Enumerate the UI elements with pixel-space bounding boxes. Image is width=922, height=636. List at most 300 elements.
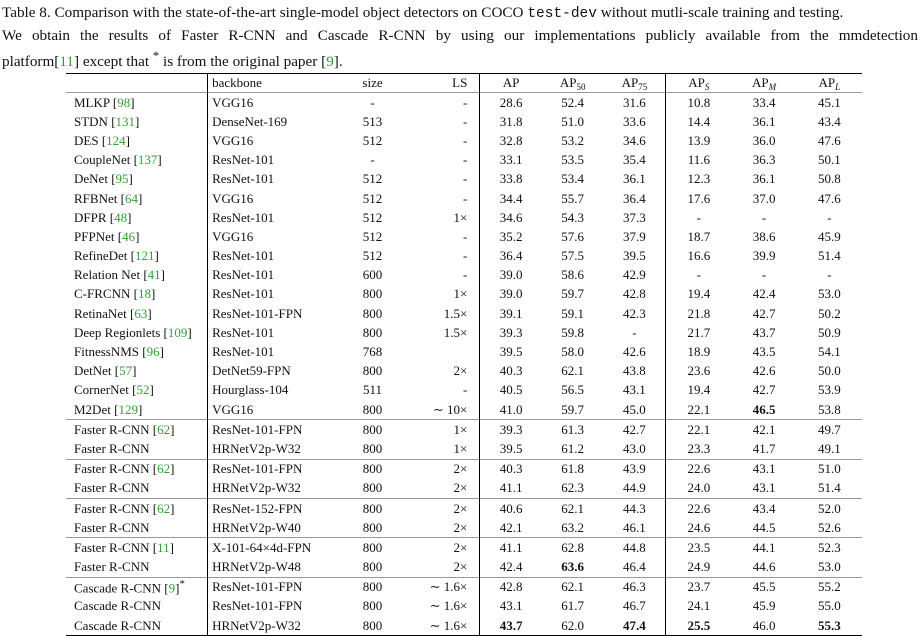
metric-cell: 22.6 <box>666 498 732 518</box>
method-name: DES <box>74 132 99 148</box>
metric-cell: 12.3 <box>687 171 711 187</box>
method-name: C-FRCNN <box>74 286 131 302</box>
metric-cell: 42.4 <box>752 286 776 302</box>
table-row <box>66 93 862 113</box>
metric-cell: 19.4 <box>687 286 711 302</box>
method-name: DeNet <box>74 171 108 187</box>
size-cell: 512 <box>362 171 383 187</box>
method-cell: DetNet [57] <box>66 362 208 381</box>
citation-link[interactable]: 18 <box>137 286 151 302</box>
citation-link[interactable]: 95 <box>115 171 129 187</box>
metric-cell: 22.1 <box>666 420 732 440</box>
metric-cell: 35.4 <box>604 151 666 170</box>
metric-cell: 42.1 <box>731 420 796 440</box>
citation-link[interactable]: 9 <box>168 580 176 596</box>
method-cell <box>66 518 208 538</box>
backbone-cell: VGG16 <box>212 228 254 244</box>
metric-cell: 62.1 <box>542 498 604 518</box>
ls-cell: 2× <box>403 479 480 499</box>
ls-cell: - <box>403 131 480 150</box>
ls-cell: - <box>403 93 480 113</box>
metric-cell: 52.6 <box>817 519 841 535</box>
metric-cell: 33.1 <box>499 152 523 168</box>
metric-cell: 55.2 <box>797 577 862 597</box>
ls-cell: 2× <box>403 362 480 381</box>
method-cell: RFBNet [64] <box>66 189 208 208</box>
table-row <box>66 459 862 479</box>
backbone-cell: ResNet-101 <box>212 248 275 264</box>
size-cell: 600 <box>362 267 383 283</box>
size-cell: 768 <box>362 344 383 360</box>
backbone-cell: ResNet-101 <box>212 267 275 283</box>
size-cell: 800 <box>342 577 403 597</box>
ls-cell: 2× <box>403 459 480 479</box>
header-sub: S <box>704 81 710 92</box>
backbone-cell: ResNet-101-FPN <box>208 577 342 597</box>
metric-cell: 39.9 <box>752 248 776 264</box>
metric-cell: 62.8 <box>542 538 604 558</box>
metric-cell: 45.1 <box>797 93 862 113</box>
metric-cell: 43.4 <box>817 113 841 129</box>
header-ap-text: AP <box>502 75 520 90</box>
method-name: Faster R-CNN <box>74 519 150 535</box>
table-row <box>66 577 862 597</box>
metric-cell: 37.0 <box>752 190 776 206</box>
metric-cell: 44.6 <box>752 559 776 575</box>
metric-cell: 46.7 <box>604 597 666 616</box>
citation-link[interactable]: 109 <box>167 324 188 340</box>
metric-cell: 47.6 <box>817 190 841 206</box>
header-aps <box>666 74 732 93</box>
backbone-cell: ResNet-101-FPN <box>212 305 303 321</box>
table-row <box>66 285 862 304</box>
citation-link[interactable]: 9 <box>326 53 334 71</box>
header-sub: 75 <box>638 81 648 92</box>
citation-link[interactable]: 98 <box>117 94 131 110</box>
size-cell: 800 <box>362 480 383 496</box>
header-method <box>66 74 208 93</box>
size-cell: 800 <box>362 363 383 379</box>
citation-link[interactable]: 124 <box>106 132 126 148</box>
size-cell: - <box>370 152 375 168</box>
size-cell: 800 <box>342 616 403 636</box>
metric-cell: 24.9 <box>687 559 711 575</box>
metric-cell: 63.6 <box>561 559 585 575</box>
metric-cell: 42.8 <box>480 577 542 597</box>
caption-line-1 <box>2 2 918 25</box>
backbone-cell: DetNet59-FPN <box>212 363 291 379</box>
ls-cell: ∼ 10× <box>403 400 480 420</box>
metric-cell: 39.3 <box>499 324 523 340</box>
size-cell: 800 <box>342 420 403 440</box>
metric-cell: 28.6 <box>480 93 542 113</box>
citation-link[interactable]: 57 <box>119 363 133 379</box>
table-row <box>66 112 862 131</box>
citation-link[interactable]: 62 <box>157 500 171 516</box>
metric-cell: 43.9 <box>604 459 666 479</box>
method-cell: DFPR [48] <box>66 208 208 227</box>
metric-cell: 57.6 <box>561 228 585 244</box>
size-cell: 800 <box>342 498 403 518</box>
metric-cell: 51.0 <box>797 459 862 479</box>
metric-cell: 43.7 <box>480 616 542 636</box>
method-cell <box>66 597 208 616</box>
metric-cell: 51.4 <box>817 248 841 264</box>
metric-cell: 46.3 <box>604 577 666 597</box>
method-name: Faster R-CNN <box>74 559 150 575</box>
metric-cell: 56.5 <box>561 382 585 398</box>
method-name: Cascade R-CNN <box>74 617 162 633</box>
ls-cell: - <box>403 381 480 400</box>
method-name: Cascade R-CNN <box>74 598 162 614</box>
backbone-cell: ResNet-101 <box>212 209 275 225</box>
method-cell <box>66 558 208 578</box>
metric-cell: 59.7 <box>561 401 585 417</box>
table-row <box>66 131 862 150</box>
header-sub: 50 <box>576 81 586 92</box>
metric-cell: 43.8 <box>604 362 666 381</box>
citation-link[interactable]: 11 <box>157 539 170 555</box>
citation-link[interactable]: 137 <box>137 152 158 168</box>
metric-cell: 57.5 <box>561 248 585 264</box>
method-cell: Faster R-CNN [62] <box>66 459 208 479</box>
citation-link[interactable]: 62 <box>157 421 171 437</box>
metric-cell: 42.8 <box>604 285 666 304</box>
metric-cell: 53.9 <box>817 382 841 398</box>
ls-cell: - <box>403 112 480 131</box>
table-row <box>66 420 862 440</box>
table-row <box>66 479 862 499</box>
backbone-cell: VGG16 <box>212 401 254 417</box>
metric-cell: 11.6 <box>687 152 710 168</box>
citation-link[interactable]: 52 <box>136 382 150 398</box>
caption-text: platform[ <box>2 53 60 71</box>
metric-cell: 45.9 <box>817 228 841 244</box>
backbone-cell: VGG16 <box>212 132 254 148</box>
metric-cell: 51.0 <box>561 113 585 129</box>
ls-cell: 1× <box>403 439 480 459</box>
metric-cell: 16.6 <box>687 248 711 264</box>
metric-cell: 34.6 <box>604 131 666 150</box>
metric-cell: 53.0 <box>817 559 841 575</box>
metric-cell: - <box>827 209 832 225</box>
metric-cell: 45.5 <box>731 577 796 597</box>
metric-cell: 63.2 <box>561 519 585 535</box>
metric-cell: 49.1 <box>817 440 841 456</box>
table-row <box>66 538 862 558</box>
citation-link[interactable]: 96 <box>146 344 160 360</box>
citation-link[interactable]: 131 <box>115 113 136 129</box>
backbone-cell: HRNetV2p-W40 <box>212 519 301 535</box>
metric-cell: 22.1 <box>687 401 711 417</box>
header-backbone: backbone <box>212 75 262 90</box>
metric-cell: 61.3 <box>542 420 604 440</box>
method-cell: Faster R-CNN [62] <box>66 498 208 518</box>
metric-cell: 18.9 <box>687 344 711 360</box>
citation-link[interactable]: 48 <box>114 209 128 225</box>
metric-cell: 44.5 <box>752 519 776 535</box>
citation-link[interactable]: 62 <box>157 461 171 477</box>
metric-cell: 44.9 <box>604 479 666 499</box>
metric-cell: 41.0 <box>499 401 523 417</box>
table-row <box>66 597 862 616</box>
backbone-cell: ResNet-101 <box>212 344 275 360</box>
backbone-cell: ResNet-152-FPN <box>208 498 342 518</box>
metric-cell: 50.1 <box>817 152 841 168</box>
metric-cell: 39.5 <box>499 440 523 456</box>
header-ap-text: AP <box>559 74 577 90</box>
method-cell: Faster R-CNN [62] <box>66 420 208 440</box>
metric-cell: 52.0 <box>797 498 862 518</box>
citation-link[interactable]: 129 <box>118 401 138 417</box>
metric-cell: 43.5 <box>752 344 776 360</box>
size-cell: 800 <box>342 459 403 479</box>
method-cell <box>66 479 208 499</box>
metric-cell: 39.1 <box>499 305 523 321</box>
metric-cell: 42.1 <box>499 519 523 535</box>
table-row <box>66 498 862 518</box>
size-cell: 800 <box>362 598 383 614</box>
metric-cell: 34.4 <box>499 190 523 206</box>
method-name: M2Det <box>74 401 111 417</box>
metric-cell: 23.6 <box>687 363 711 379</box>
header-ap-text: AP <box>688 74 705 90</box>
metric-cell: 46.5 <box>752 401 776 417</box>
metric-cell: 53.8 <box>817 401 841 417</box>
metric-cell: 61.7 <box>561 598 585 614</box>
metric-cell: 40.3 <box>499 363 523 379</box>
method-cell: FitnessNMS [96] <box>66 342 208 361</box>
table-caption <box>2 2 918 72</box>
metric-cell: 59.8 <box>561 324 585 340</box>
metric-cell: 24.6 <box>687 519 711 535</box>
metric-cell: 42.4 <box>499 559 523 575</box>
ls-cell: 1× <box>403 420 480 440</box>
method-name: RefineDet <box>74 248 128 264</box>
metric-cell: 24.0 <box>687 480 711 496</box>
metric-cell: 43.4 <box>731 498 796 518</box>
ls-cell: - <box>403 266 480 285</box>
header-ap75 <box>604 74 666 93</box>
metric-cell: 45.0 <box>604 400 666 420</box>
metric-cell: 59.1 <box>561 305 585 321</box>
table-row <box>66 304 862 323</box>
backbone-cell: ResNet-101-FPN <box>212 598 303 614</box>
metric-cell: 43.1 <box>499 598 523 614</box>
citation-link[interactable]: 63 <box>134 305 148 321</box>
size-cell: 800 <box>362 324 383 340</box>
method-name: RFBNet <box>74 190 118 206</box>
metric-cell: 50.9 <box>817 324 841 340</box>
citation-link[interactable]: 41 <box>147 267 161 283</box>
metric-cell: 42.3 <box>604 304 666 323</box>
metric-cell: 36.1 <box>604 170 666 189</box>
size-cell: 800 <box>362 519 383 535</box>
method-name: Cascade R-CNN <box>74 580 162 596</box>
metric-cell: 44.3 <box>604 498 666 518</box>
metric-cell: 33.6 <box>604 112 666 131</box>
method-cell: Cascade R-CNN [9]* <box>66 577 208 597</box>
method-name: MLKP <box>74 94 110 110</box>
backbone-cell: HRNetV2p-W48 <box>212 559 301 575</box>
metric-cell: 23.7 <box>666 577 732 597</box>
table-row <box>66 323 862 342</box>
metric-cell: 17.6 <box>687 190 711 206</box>
table-row <box>66 266 862 285</box>
metric-cell: - <box>827 267 832 283</box>
method-name: Faster R-CNN <box>74 539 150 555</box>
metric-cell: 10.8 <box>666 93 732 113</box>
citation-link[interactable]: 121 <box>135 248 155 264</box>
metric-cell: 52.4 <box>542 93 604 113</box>
ls-cell: 1.5× <box>403 304 480 323</box>
method-name: Deep Regionlets <box>74 324 161 340</box>
metric-cell: 53.0 <box>817 286 841 302</box>
metric-cell: 42.6 <box>604 342 666 361</box>
size-cell: 800 <box>362 559 383 575</box>
size-cell: 800 <box>362 401 383 417</box>
backbone-cell: ResNet-101-FPN <box>208 420 342 440</box>
results-table <box>66 73 862 636</box>
metric-cell: 53.4 <box>561 171 585 187</box>
metric-cell: 36.4 <box>604 189 666 208</box>
backbone-cell: DenseNet-169 <box>212 113 288 129</box>
method-cell: MLKP [98] <box>66 93 208 113</box>
metric-cell: 32.8 <box>499 132 523 148</box>
citation-link[interactable]: 46 <box>122 228 136 244</box>
metric-cell: 44.1 <box>731 538 796 558</box>
metric-cell: 49.7 <box>797 420 862 440</box>
size-cell: 512 <box>362 248 383 264</box>
method-cell: RefineDet [121] <box>66 247 208 266</box>
metric-cell: 55.7 <box>561 190 585 206</box>
ls-cell: 2× <box>403 558 480 578</box>
metric-cell: 47.6 <box>817 132 841 148</box>
method-cell: STDN [131] <box>66 112 208 131</box>
backbone-cell: ResNet-101 <box>212 286 275 302</box>
backbone-cell: VGG16 <box>212 190 254 206</box>
header-apl <box>797 74 862 93</box>
method-name: FitnessNMS <box>74 344 140 360</box>
method-name: DetNet <box>74 363 112 379</box>
size-cell: 512 <box>362 132 383 148</box>
method-cell: DES [124] <box>66 131 208 150</box>
method-cell: CornerNet [52] <box>66 381 208 400</box>
size-cell: 800 <box>342 538 403 558</box>
size-cell: 511 <box>363 382 383 398</box>
table-row <box>66 227 862 246</box>
caption-line-2: We obtain the results of Faster R-CNN and Cascade R-CNN by using our implementations publicly available from the mmdetection <box>2 27 918 44</box>
metric-cell: 14.4 <box>687 113 711 129</box>
metric-cell: 39.0 <box>499 267 523 283</box>
metric-cell: 55.3 <box>797 616 862 636</box>
caption-text: ] except that <box>73 53 153 71</box>
citation-link[interactable]: 11 <box>59 53 74 71</box>
metric-cell: 54.3 <box>561 209 585 225</box>
metric-cell: 25.5 <box>666 616 732 636</box>
method-name: STDN <box>74 113 108 129</box>
method-name: CoupleNet <box>74 152 131 168</box>
metric-cell: 43.1 <box>731 459 796 479</box>
size-cell: 800 <box>362 305 383 321</box>
metric-cell: 62.1 <box>561 363 585 379</box>
metric-cell: 31.6 <box>604 93 666 113</box>
metric-cell: 43.0 <box>604 439 666 459</box>
citation-link[interactable]: 64 <box>124 190 138 206</box>
metric-cell: 58.0 <box>561 344 585 360</box>
table-body <box>66 93 862 636</box>
metric-cell: - <box>696 267 701 283</box>
ls-cell: 1× <box>403 208 480 227</box>
method-cell: PFPNet [46] <box>66 227 208 246</box>
metric-cell: 51.4 <box>817 480 841 496</box>
metric-cell: 53.5 <box>561 152 585 168</box>
metric-cell: 18.7 <box>687 228 711 244</box>
method-name: Faster R-CNN <box>74 480 150 496</box>
header-ap <box>480 74 542 93</box>
ls-cell <box>403 342 480 361</box>
metric-cell: - <box>604 323 666 342</box>
ls-cell: ∼ 1.6× <box>403 597 480 616</box>
metric-cell: 41.7 <box>752 440 776 456</box>
ls-cell: ∼ 1.6× <box>403 616 480 636</box>
metric-cell: 53.2 <box>561 132 585 148</box>
metric-cell: 22.6 <box>666 459 732 479</box>
metric-cell: 36.0 <box>752 132 776 148</box>
ls-cell: - <box>403 227 480 246</box>
metric-cell: 43.1 <box>752 480 776 496</box>
caption-text: Table 8. Comparison with the state-of-the-art single-model object detectors on COCO <box>2 4 528 21</box>
caption-text: is from the original paper [ <box>159 53 327 71</box>
footnote-star: * <box>179 578 185 591</box>
backbone-cell: ResNet-101 <box>212 152 275 168</box>
metric-cell: 34.6 <box>499 209 523 225</box>
ls-cell: - <box>403 247 480 266</box>
metric-cell: 62.1 <box>542 577 604 597</box>
header-sub: M <box>768 81 777 92</box>
ls-cell: - <box>403 170 480 189</box>
metric-cell: 50.8 <box>817 171 841 187</box>
table-row <box>66 558 862 578</box>
metric-cell: 46.0 <box>731 616 796 636</box>
ls-cell: 2× <box>403 538 480 558</box>
table-header-row <box>66 74 862 93</box>
header-ap50 <box>542 74 604 93</box>
size-cell: 800 <box>362 440 383 456</box>
table-row <box>66 400 862 420</box>
method-name: Relation Net <box>74 267 141 283</box>
metric-cell: 54.1 <box>817 344 841 360</box>
header-sub: L <box>835 81 841 92</box>
method-name: RetinaNet <box>74 305 127 321</box>
metric-cell: 39.3 <box>480 420 542 440</box>
metric-cell: 31.8 <box>499 113 523 129</box>
caption-text: ]. <box>333 53 343 71</box>
header-apm <box>731 74 796 93</box>
backbone-cell: ResNet-101 <box>212 324 275 340</box>
metric-cell: 50.0 <box>817 363 841 379</box>
metric-cell: - <box>696 209 701 225</box>
metric-cell: 61.2 <box>561 440 585 456</box>
metric-cell: 24.1 <box>687 598 711 614</box>
metric-cell: 44.8 <box>604 538 666 558</box>
backbone-cell: ResNet-101-FPN <box>208 459 342 479</box>
metric-cell: 36.1 <box>752 171 776 187</box>
caption-text: without mutli-scale training and testing. <box>596 4 844 21</box>
method-cell: RetinaNet [63] <box>66 304 208 323</box>
size-cell: 513 <box>362 113 383 129</box>
ls-cell: 1.5× <box>403 323 480 342</box>
